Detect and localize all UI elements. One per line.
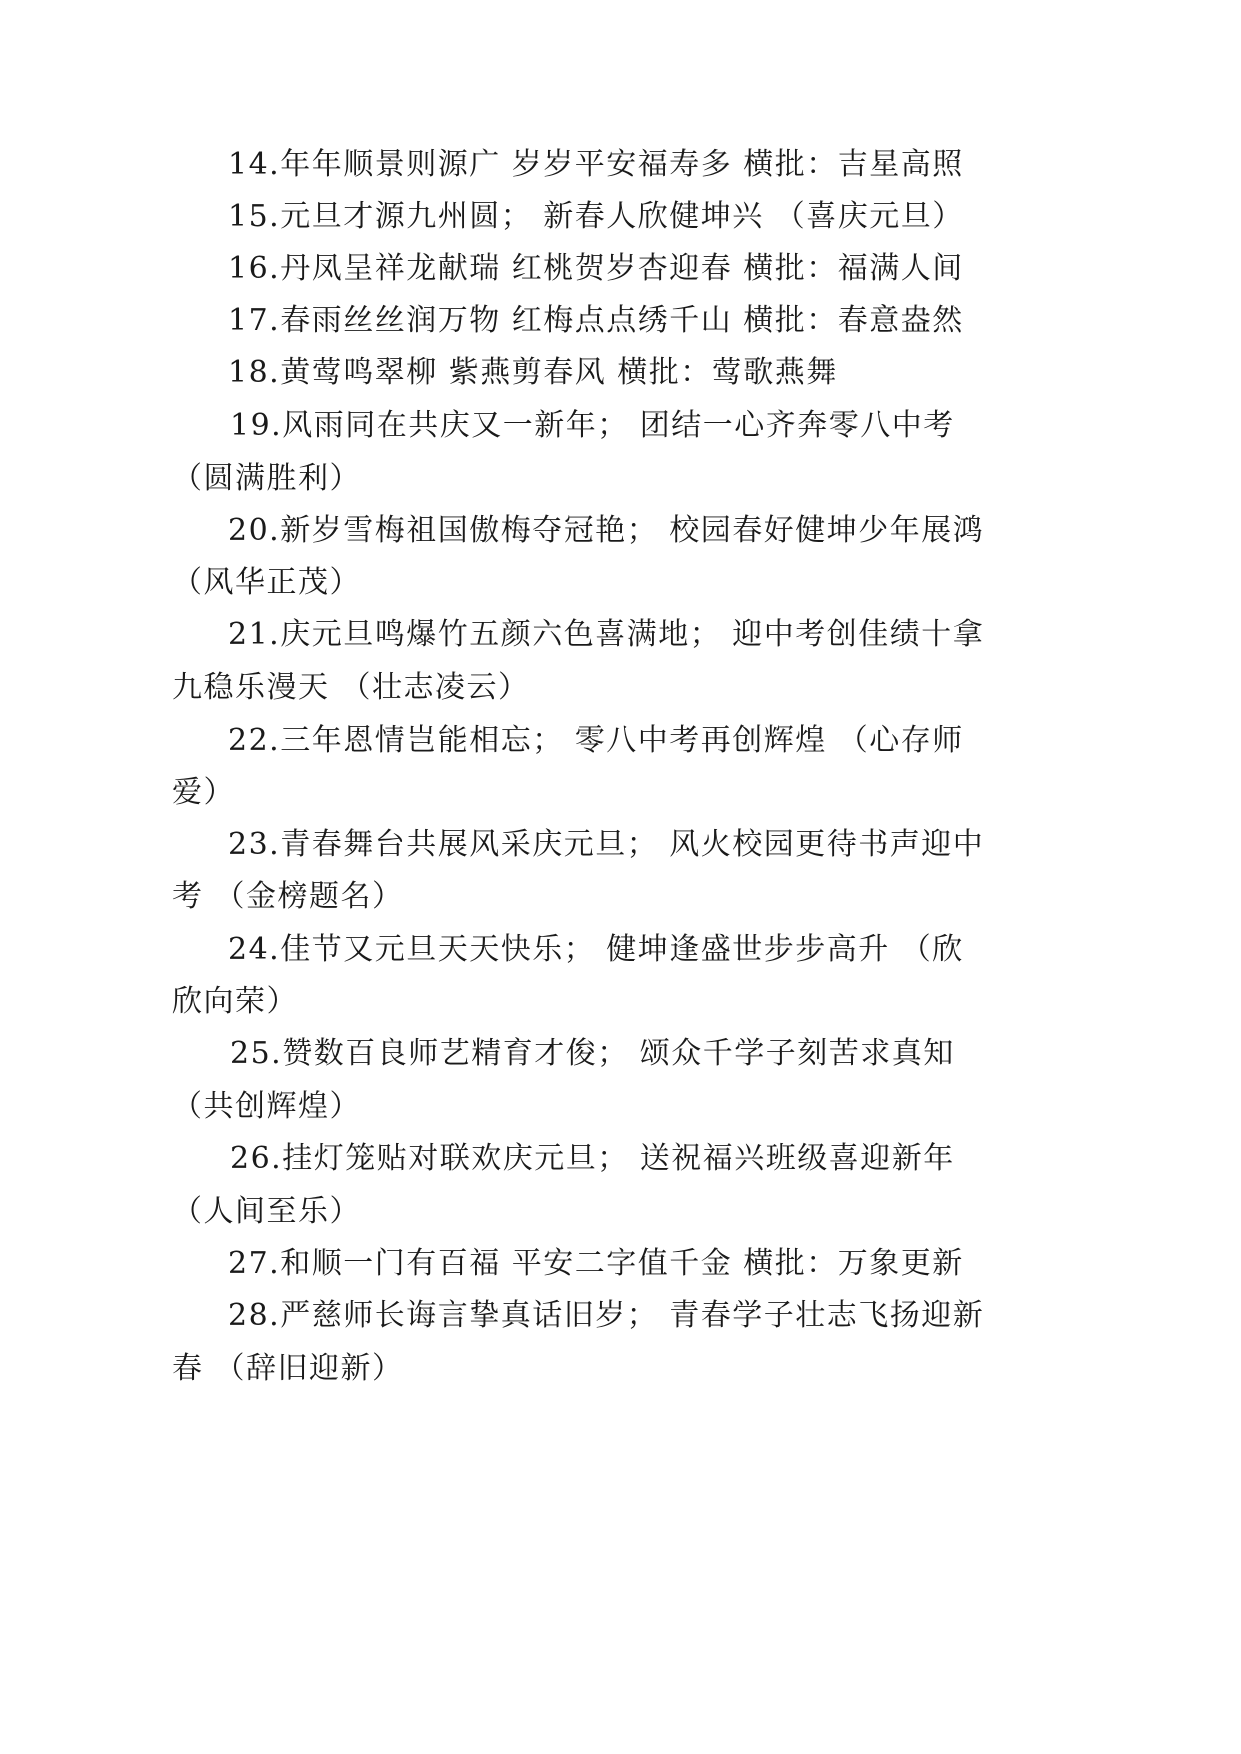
couplet-28: 28.严慈师长诲言挚真话旧岁； 青春学子壮志飞扬迎新 — [228, 1298, 985, 1333]
couplet-17: 17.春雨丝丝润万物 红梅点点绣千山 横批：春意盎然 — [228, 303, 964, 338]
couplet-24-continued: 欣向荣） — [172, 984, 298, 1019]
couplet-28-continued: 春 （辞旧迎新） — [172, 1351, 404, 1386]
couplet-27: 27.和顺一门有百福 平安二字值千金 横批：万象更新 — [228, 1246, 964, 1281]
couplet-14: 14.年年顺景则源广 岁岁平安福寿多 横批：吉星高照 — [228, 147, 964, 182]
couplet-16: 16.丹凤呈祥龙献瑞 红桃贺岁杏迎春 横批：福满人间 — [228, 251, 964, 286]
couplet-18: 18.黄莺鸣翠柳 紫燕剪春风 横批：莺歌燕舞 — [228, 355, 838, 390]
couplet-21-continued: 九稳乐漫天 （壮志凌云） — [172, 670, 530, 705]
couplet-20-continued: （风华正茂） — [172, 565, 361, 600]
couplet-23: 23.青春舞台共展风采庆元旦； 风火校园更待书声迎中 — [228, 827, 985, 862]
couplet-25: 25.赞数百良师艺精育才俊； 颂众千学子刻苦求真知 — [230, 1036, 955, 1071]
couplet-23-continued: 考 （金榜题名） — [172, 879, 404, 914]
couplet-15: 15.元旦才源九州圆； 新春人欣健坤兴 （喜庆元旦） — [228, 199, 964, 234]
couplet-22-continued: 爱） — [172, 775, 235, 810]
couplet-19-continued: （圆满胜利） — [172, 461, 361, 496]
couplet-20: 20.新岁雪梅祖国傲梅夺冠艳； 校园春好健坤少年展鸿 — [228, 513, 985, 548]
couplet-25-continued: （共创辉煌） — [172, 1089, 361, 1124]
couplet-21: 21.庆元旦鸣爆竹五颜六色喜满地； 迎中考创佳绩十拿 — [228, 617, 985, 652]
couplet-26-continued: （人间至乐） — [172, 1194, 361, 1229]
couplet-26: 26.挂灯笼贴对联欢庆元旦； 送祝福兴班级喜迎新年 — [230, 1141, 955, 1176]
couplet-22: 22.三年恩情岂能相忘； 零八中考再创辉煌 （心存师 — [228, 723, 964, 758]
couplet-19: 19.风雨同在共庆又一新年； 团结一心齐奔零八中考 — [230, 408, 955, 443]
couplet-24: 24.佳节又元旦天天快乐； 健坤逢盛世步步高升 （欣 — [228, 932, 964, 967]
